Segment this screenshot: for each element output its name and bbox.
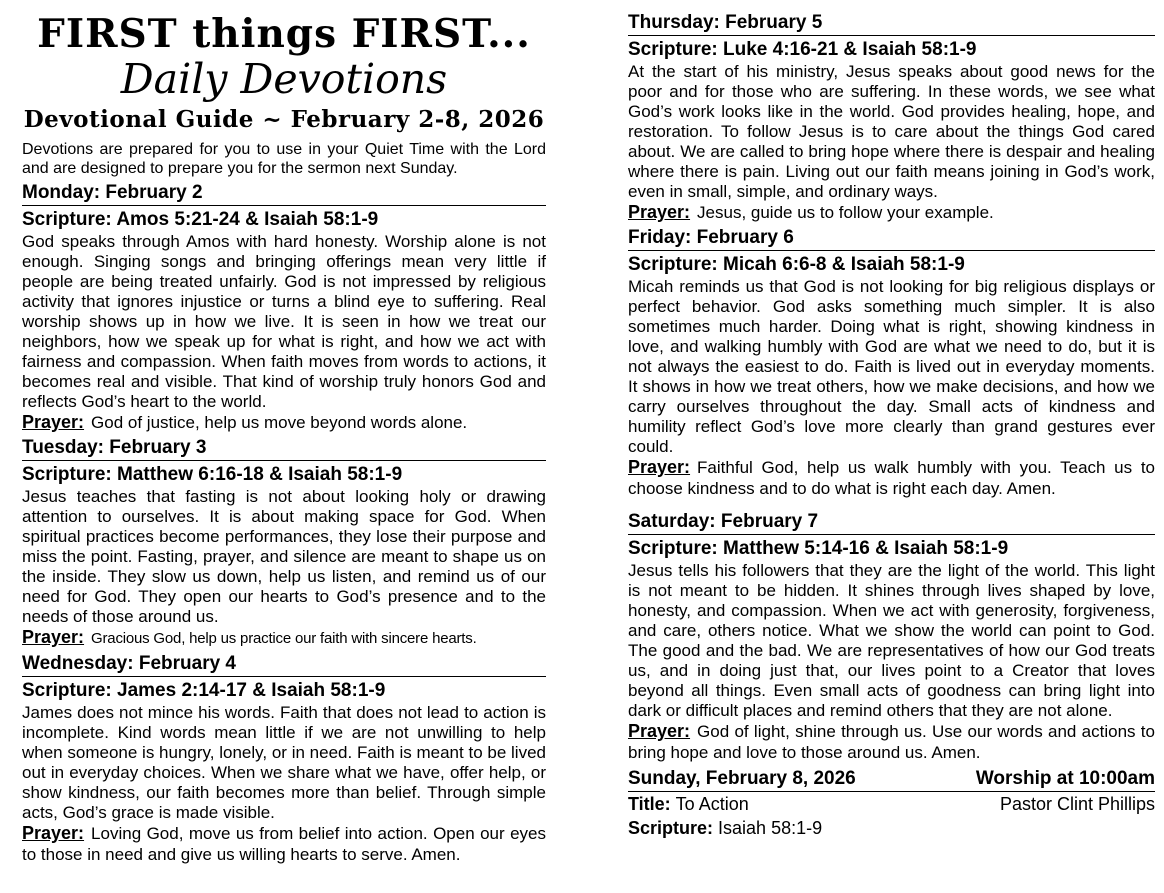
devotion-thursday	[628, 12, 1155, 223]
scripture-heading: Scripture: Amos 5:21-24 & Isaiah 58:1-9	[22, 209, 379, 230]
scripture-value: Isaiah 58:1-9	[718, 818, 823, 838]
devotion-tuesday	[22, 437, 546, 649]
day-heading: Monday: February 2	[22, 182, 546, 206]
right-column	[628, 12, 1155, 840]
prayer-line	[22, 412, 546, 433]
sermon-scripture-row	[628, 816, 1155, 840]
prayer-line	[628, 202, 1155, 223]
prayer-text: Loving God, move us from belief into action. Open our eyes to those in need and give us willing hearts to serve. Amen.	[22, 824, 546, 864]
sermon-title-row	[628, 792, 1155, 816]
prayer-text: God of light, shine through us. Use our words and actions to bring hope and love to those around us. Amen.	[628, 722, 1155, 762]
prayer-line	[628, 457, 1155, 499]
prayer-line	[22, 627, 546, 649]
left-column	[22, 12, 546, 867]
devotion-text: God speaks through Amos with hard honesty. Worship alone is not enough. Singing songs and bringing offerings mean very little if people are being treated unfairly. God is not impressed by religious activity that ignores injustice or turns a blind eye to suffering. Real worship shows up in how we live. It is seen in how we treat our neighbors, how we speak up for what is right, and how we act with fairness and compassion. When faith moves from words to actions, it becomes real and visible. That kind of worship truly honors God and reflects God’s heart to the world.	[22, 232, 546, 411]
day-heading: Tuesday: February 3	[22, 437, 546, 461]
day-heading: Thursday: February 5	[628, 12, 1155, 36]
prayer-label: Prayer:	[628, 202, 691, 222]
sunday-service-block	[628, 767, 1155, 840]
scripture-heading: Scripture: Matthew 5:14-16 & Isaiah 58:1-9	[628, 538, 1009, 559]
pastor-name: Pastor Clint Phillips	[999, 794, 1155, 814]
prayer-text: God of justice, help us move beyond words alone.	[91, 413, 468, 432]
prayer-text: Jesus, guide us to follow your example.	[697, 203, 994, 222]
day-heading: Friday: February 6	[628, 227, 1155, 251]
intro-text: Devotions are prepared for you to use in your Quiet Time with the Lord and are designed to prepare you for the sermon next Sunday.	[22, 141, 546, 177]
prayer-label: Prayer:	[628, 721, 691, 741]
day-heading: Wednesday: February 4	[22, 653, 546, 677]
devotion-text: At the start of his ministry, Jesus speaks about good news for the poor and for those who are suffering. In these words, we see what God’s work looks like in the world. God provides healing, hope, and restoration. To follow Jesus is to care about the things God cared about. We are called to bring hope where there is despair and healing where there is pain. Living out our faith means joining in God’s work, even in small, simple, and ordinary ways.	[628, 62, 1155, 201]
scripture-label: Scripture:	[628, 818, 714, 838]
sermon-title	[628, 792, 749, 816]
sunday-header-row	[628, 767, 1155, 792]
prayer-text: Gracious God, help us practice our faith with sincere hearts.	[91, 630, 477, 647]
sermon-scripture	[628, 816, 822, 840]
devotion-saturday	[628, 511, 1155, 763]
title-value: To Action	[675, 794, 749, 814]
worship-time: Worship at 10:00am	[975, 768, 1155, 789]
devotion-text: Jesus teaches that fasting is not about looking holy or drawing attention to ourselves. It is about making space for God. When spiritual practices become performances, they lose their purpose and miss the point. Fasting, prayer, and silence are meant to shape us on the inside. They slow us down, help us listen, and remind us of our need for God. They open our hearts to God’s presence and to the needs of those around us.	[22, 487, 546, 626]
prayer-label: Prayer:	[22, 412, 85, 432]
prayer-line	[22, 823, 546, 865]
prayer-label: Prayer:	[628, 457, 691, 477]
scripture-heading: Scripture: Micah 6:6-8 & Isaiah 58:1-9	[628, 254, 965, 275]
masthead-title: FIRST things FIRST...	[37, 11, 531, 57]
prayer-text: Faithful God, help us walk humbly with you. Teach us to choose kindness and to do what is right each day. Amen.	[628, 458, 1155, 498]
guide-date-line: Devotional Guide ~ February 2-8, 2026	[23, 106, 545, 133]
devotion-text: James does not mince his words. Faith that does not lead to action is incomplete. Kind words mean little if we are not unwilling to help when someone is hungry, lonely, or in need. Faith is meant to be lived out in everyday choices. When we share what we have, offer help, or show kindness, our faith becomes more than belief. Through simple acts, God’s grace is made visible.	[22, 703, 546, 822]
prayer-label: Prayer:	[22, 823, 85, 843]
day-heading: Saturday: February 7	[628, 511, 1155, 535]
devotion-wednesday	[22, 653, 546, 865]
sunday-date: Sunday, February 8, 2026	[628, 768, 856, 789]
masthead-subtitle: Daily Devotions	[120, 55, 448, 103]
devotion-monday	[22, 182, 546, 433]
scripture-heading: Scripture: James 2:14-17 & Isaiah 58:1-9	[22, 680, 386, 701]
scripture-heading: Scripture: Matthew 6:16-18 & Isaiah 58:1-9	[22, 464, 403, 485]
devotion-text: Micah reminds us that God is not looking for big religious displays or perfect behavior. God asks something much simpler. It is also sometimes much harder. Doing what is right, showing kindness in love, and walking humbly with God are what we need to do, but it is not always the easiest to do. Faith is lived out in everyday moments. It shows in how we treat others, how we make decisions, and how we carry ourselves throughout the day. Small acts of kindness and humility reflect God’s love more clearly than grand gestures ever could.	[628, 277, 1155, 456]
prayer-line	[628, 721, 1155, 763]
prayer-label: Prayer:	[22, 627, 85, 647]
scripture-heading: Scripture: Luke 4:16-21 & Isaiah 58:1-9	[628, 39, 977, 60]
devotion-text: Jesus tells his followers that they are the light of the world. This light is not meant to be hidden. It shines through lives shaped by love, honesty, and compassion. When we act with generosity, forgiveness, and care, others notice. What we show the world can point to God. The good and the bad. We are representatives of how our God treats us, and in doing just that, our lives point to a Creator that loves beyond all things. Even small acts of goodness can bring light into dark or difficult places and remind others that they are not alone.	[628, 561, 1155, 720]
devotion-friday	[628, 227, 1155, 499]
title-label: Title:	[628, 794, 671, 814]
